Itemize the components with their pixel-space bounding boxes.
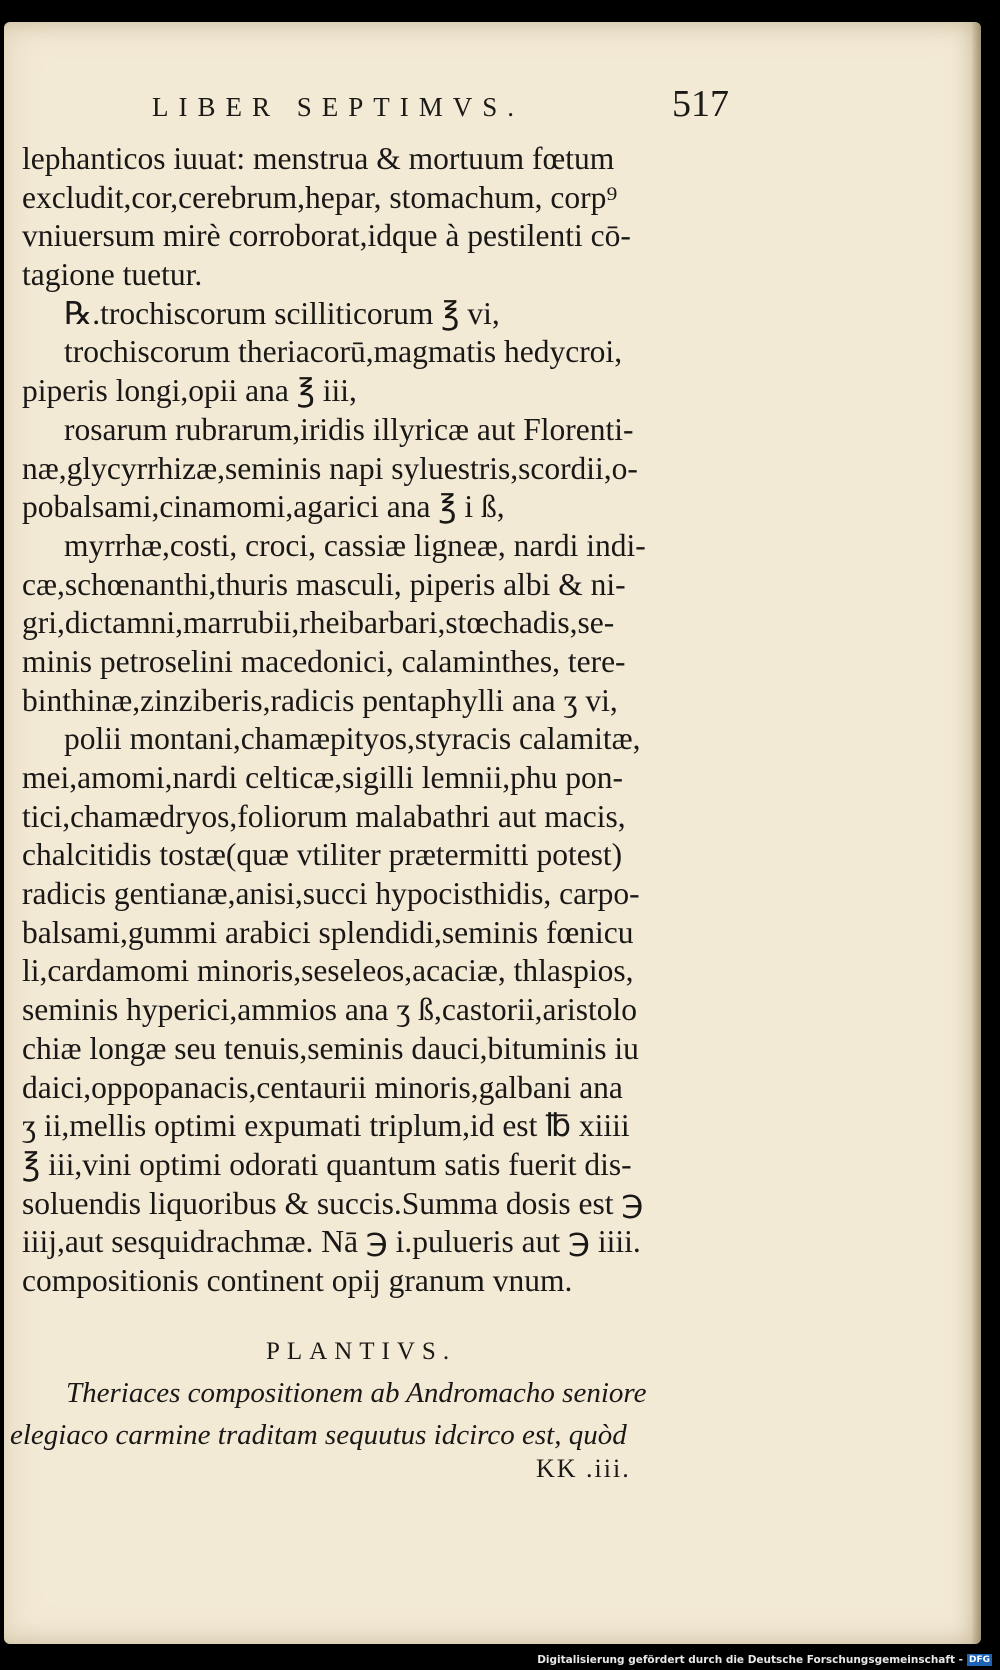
book-page bbox=[4, 22, 981, 1644]
text-line: soluendis liquoribus & succis.Summa dosis est ℈ bbox=[22, 1185, 644, 1221]
text-line: chiæ longæ seu tenuis,seminis dauci,bituminis iu bbox=[22, 1030, 639, 1066]
text-line: li,cardamomi minoris,seseleos,acaciæ, thlaspios, bbox=[22, 953, 634, 989]
text-line: chalcitidis tostæ(quæ vtiliter prætermitti potest) bbox=[22, 837, 623, 873]
text-line: ℞.trochiscorum scilliticorum ℥ vi, bbox=[64, 295, 500, 331]
text-line: mei,amomi,nardi celticæ,sigilli lemnii,phu pon- bbox=[22, 760, 624, 795]
text-line: cæ,schœnanthi,thuris masculi, piperis albi & ni- bbox=[22, 566, 626, 602]
text-line: trochiscorum theriacorū,magmatis hedycroi, bbox=[64, 334, 623, 370]
italic-line: Theriaces compositionem ab Andromacho seniore bbox=[66, 1377, 647, 1409]
text-line: tagione tuetur. bbox=[22, 257, 203, 293]
italic-line: elegiaco carmine traditam sequutus idcirco est, quòd bbox=[10, 1419, 627, 1451]
footer-credit-text: Digitalisierung gefördert durch die Deutsche Forschungsgemeinschaft - bbox=[537, 1654, 963, 1666]
running-head: LIBER SEPTIMVS. bbox=[152, 92, 525, 122]
text-line: daici,oppopanacis,centaurii minoris,galbani ana bbox=[22, 1069, 623, 1105]
signature-mark: KK .iii. bbox=[536, 1454, 631, 1483]
text-line: næ,glycyrrhizæ,seminis napi syluestris,scordii,o- bbox=[22, 450, 638, 486]
text-line: iiij,aut sesquidrachmæ. Nā ℈ i.pulueris aut ℈ iiii. bbox=[22, 1224, 641, 1260]
text-line: ʒ ii,mellis optimi expumati triplum,id est ℔ xiiii bbox=[22, 1108, 630, 1144]
footer-credit bbox=[537, 1654, 992, 1666]
text-line: piperis longi,opii ana ℥ iii, bbox=[22, 373, 357, 409]
text-line: vniuersum mirè corroborat,idque à pestilenti cō- bbox=[22, 218, 631, 254]
text-line: tici,chamædryos,foliorum malabathri aut macis, bbox=[22, 798, 626, 834]
text-line: compositionis continent opij granum vnum. bbox=[22, 1262, 573, 1298]
text-line: ℥ iii,vini optimi odorati quantum satis fuerit dis- bbox=[22, 1146, 632, 1182]
text-line: pobalsami,cinamomi,agarici ana ℥ i ß, bbox=[22, 489, 505, 525]
text-line: lephanticos iuuat: menstrua & mortuum fœtum bbox=[22, 141, 615, 176]
text-line: excludit,cor,cerebrum,hepar, stomachum, corp⁹ bbox=[22, 179, 618, 215]
text-line: rosarum rubrarum,iridis illyricæ aut Florenti- bbox=[64, 411, 634, 447]
italic-commentary bbox=[10, 1372, 786, 1456]
text-line: binthinæ,zinziberis,radicis pentaphylli ana ʒ vi, bbox=[22, 682, 618, 718]
text-line: myrrhæ,costi, croci, cassiæ ligneæ, nardi indi- bbox=[64, 527, 646, 563]
text-line: seminis hyperici,ammios ana ʒ ß,castorii,aristolo bbox=[22, 992, 637, 1028]
page-number: 517 bbox=[672, 83, 729, 125]
text-line: polii montani,chamæpityos,styracis calamitæ, bbox=[64, 721, 641, 757]
text-line: gri,dictamni,marrubii,rheibarbari,stœchadis,se- bbox=[22, 605, 615, 641]
page-edge-shadow bbox=[971, 22, 981, 1644]
body-text bbox=[22, 140, 782, 1301]
dfg-logo: DFG bbox=[968, 1655, 990, 1665]
section-heading: PLANTIVS. bbox=[266, 1338, 457, 1365]
text-line: balsami,gummi arabici splendidi,seminis fœnicu bbox=[22, 914, 634, 950]
text-line: radicis gentianæ,anisi,succi hypocisthidis, carpo- bbox=[22, 876, 640, 912]
text-line: minis petroselini macedonici, calaminthes, tere- bbox=[22, 643, 626, 679]
